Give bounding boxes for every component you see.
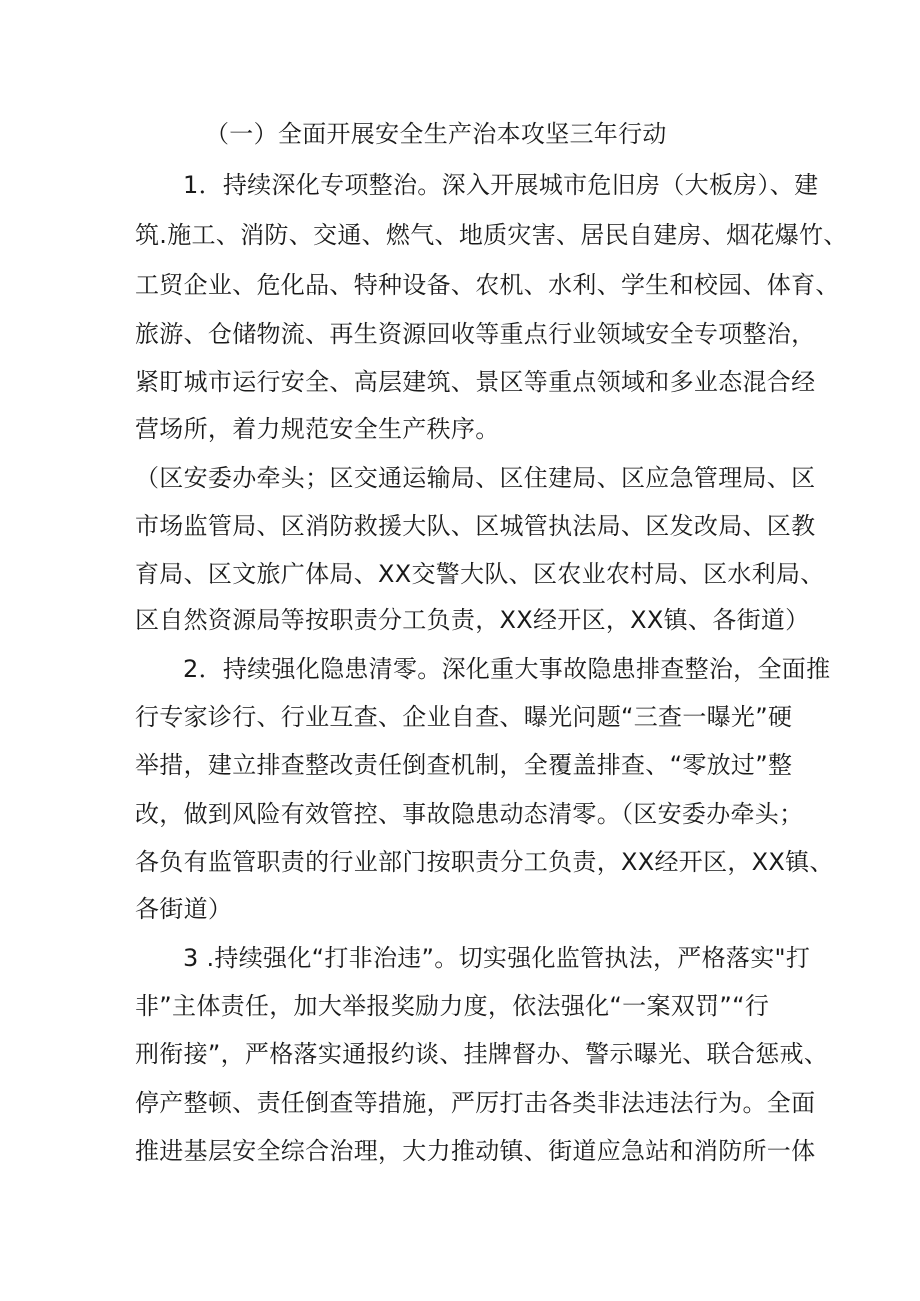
paragraph-1-line-3: 工贸企业、危化品、特种设备、农机、水利、学生和校园、体育、: [135, 271, 840, 299]
paragraph-1-line-9: 育局、区文旅广体局、XX交警大队、区农业农村局、区水利局、: [135, 560, 825, 588]
paragraph-1-line-6: 营场所，着力规范安全生产秩序。: [135, 415, 500, 443]
paragraph-3-line-4: 停产整顿、责任倒查等措施，严厉打击各类非法违法行为。全面: [135, 1089, 816, 1117]
paragraph-1-line-1: 1．持续深化专项整治。深入开展城市危旧房（大板房）、建: [183, 171, 819, 199]
paragraph-2-line-1: 2．持续强化隐患清零。深化重大事故隐患排查整治，全面推: [183, 655, 831, 683]
paragraph-1-line-4: 旅游、仓储物流、再生资源回收等重点行业领域安全专项整治，: [135, 320, 816, 348]
paragraph-1-line-8: 市场监管局、区消防救援大队、区城管执法局、区发改局、区教: [135, 512, 816, 540]
paragraph-2-line-5: 各负有监管职责的行业部门按职责分工负责，XX经开区，XX镇、: [135, 848, 834, 876]
paragraph-3-line-1: 3 .持续强化“打非治违”。切实强化监管执法，严格落实"打: [183, 944, 811, 972]
paragraph-3-line-2: 非”主体责任，加大举报奖励力度，依法强化“一案双罚”“行: [135, 992, 770, 1020]
paragraph-2-line-3: 举措，建立排查整改责任倒查机制，全覆盖排查、“零放过”整: [135, 751, 793, 779]
section-heading: （一）全面开展安全生产治本攻坚三年行动: [205, 120, 667, 148]
paragraph-2-line-2: 行专家诊行、行业互查、企业自查、曝光问题“三查一曝光”硬: [135, 703, 793, 731]
paragraph-2-line-4: 改，做到风险有效管控、事故隐患动态清零。（区安委办牵头；: [135, 800, 804, 828]
paragraph-1-line-7: （区安委办牵头；区交通运输局、区住建局、区应急管理局、区: [135, 464, 816, 492]
paragraph-3-line-5: 推进基层安全综合治理，大力推动镇、街道应急站和消防所一体: [135, 1137, 816, 1165]
paragraph-1-line-10: 区自然资源局等按职责分工负责，XX经开区，XX镇、各街道）: [135, 606, 810, 634]
paragraph-2-line-6: 各街道）: [135, 895, 233, 923]
paragraph-1-line-2: 筑.施工、消防、交通、燃气、地质灾害、居民自建房、烟花爆竹、: [135, 221, 848, 249]
paragraph-3-line-3: 刑衔接”，严格落实通报约谈、挂牌督办、警示曝光、联合惩戒、: [135, 1040, 829, 1068]
paragraph-1-line-5: 紧盯城市运行安全、高层建筑、景区等重点领域和多业态混合经: [135, 368, 816, 396]
